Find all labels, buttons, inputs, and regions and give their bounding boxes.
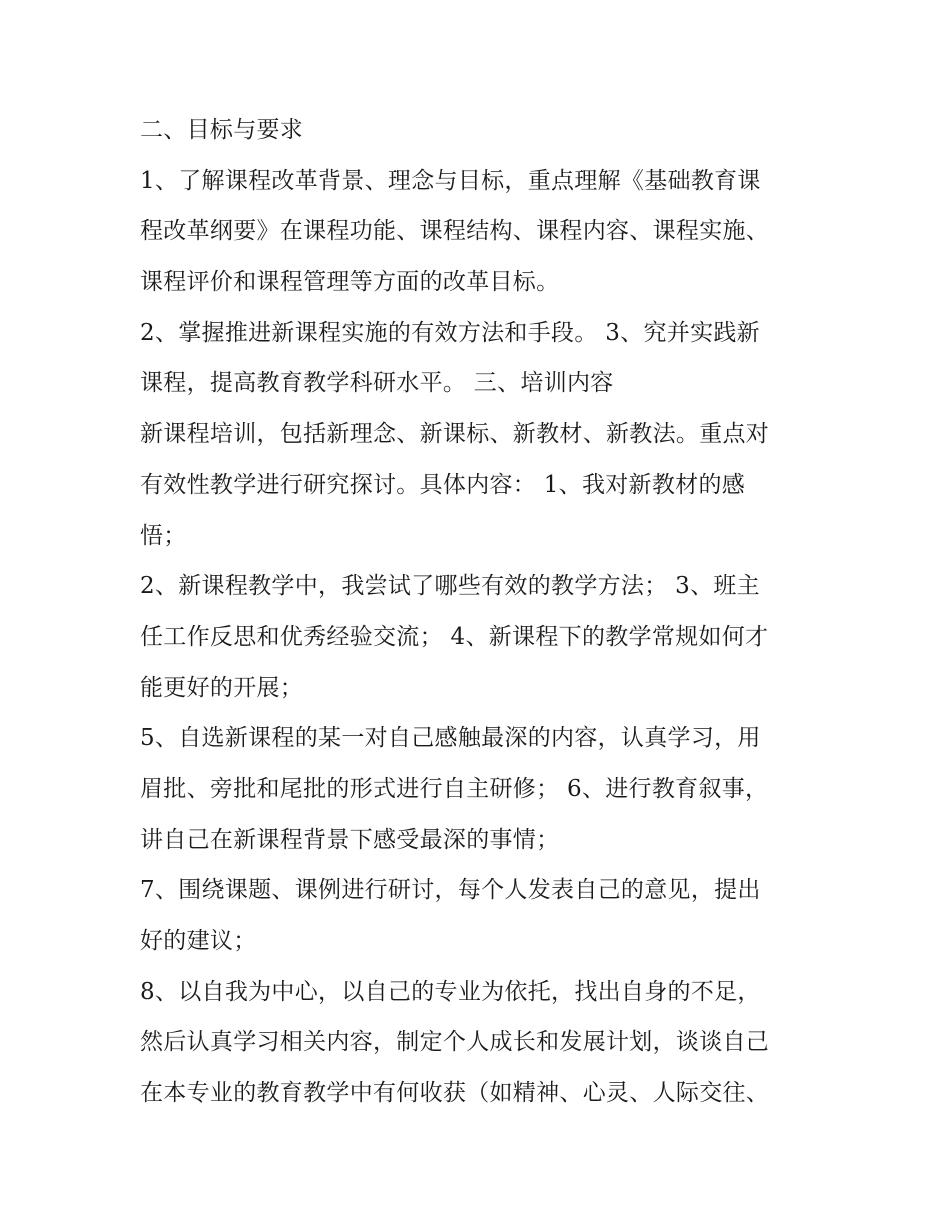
text-line: 能更好的开展；: [140, 674, 304, 701]
text-line: 1、了解课程改革背景、理念与目标，重点理解《基础教育课: [140, 167, 761, 194]
text-line: 有效性教学进行研究探讨。具体内容： 1、我对新教材的感: [140, 471, 746, 498]
text-line: 8、以自我为中心，以自己的专业为依托，找出自身的不足，: [140, 978, 761, 1005]
text-line: 然后认真学习相关内容，制定个人成长和发展计划，谈谈自己: [140, 1029, 770, 1056]
text-line: 7、围绕课题、课例进行研讨，每个人发表自己的意见，提出: [140, 877, 761, 904]
text-line: 程改革纲要》在课程功能、课程结构、课程内容、课程实施、: [140, 218, 770, 245]
text-line: 好的建议；: [140, 928, 257, 954]
text-line: 课程，提高教育教学科研水平。 三、培训内容: [140, 370, 614, 397]
text-line: 任工作反思和优秀经验交流； 4、新课程下的教学常规如何才: [140, 623, 769, 650]
text-line: 眉批、旁批和尾批的形式进行自主研修； 6、进行教育叙事，: [140, 775, 769, 802]
text-line: 新课程培训，包括新理念、新课标、新教材、新教法。重点对: [140, 421, 770, 448]
text-line: 课程评价和课程管理等方面的改革目标。: [140, 269, 560, 296]
text-line: 2、掌握推进新课程实施的有效方法和手段。 3、究并实践新: [140, 319, 760, 346]
text-line: 讲自己在新课程背景下感受最深的事情；: [140, 826, 560, 853]
document-page: [140, 105, 830, 1119]
text-line: 悟；: [140, 522, 187, 549]
text-line: 5、自选新课程的某一对自己感触最深的内容，认真学习，用: [140, 725, 761, 752]
text-line: 在本专业的教育教学中有何收获（如精神、心灵、人际交往、: [140, 1080, 770, 1107]
section-heading: 二、目标与要求: [140, 117, 304, 143]
text-line: 2、新课程教学中，我尝试了哪些有效的教学方法； 3、班主: [140, 573, 760, 600]
